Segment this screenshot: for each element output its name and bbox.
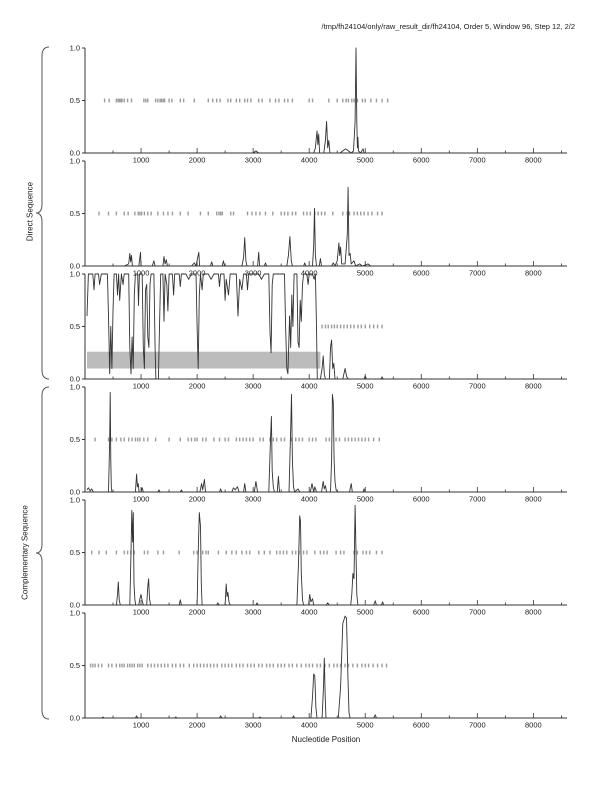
panel-complementary-1	[70, 383, 567, 504]
x-tick-label: 8000	[525, 155, 542, 165]
y-tick-label: 1.0	[69, 269, 80, 279]
probability-curve	[87, 187, 567, 266]
probability-curve	[87, 48, 567, 153]
x-tick-label: 3000	[244, 155, 262, 165]
x-tick-label: 6000	[412, 155, 430, 165]
y-tick-label: 0.0	[69, 600, 80, 610]
half-level-marks	[90, 664, 387, 668]
x-tick-label: 8000	[525, 607, 542, 617]
x-tick-label: 7000	[468, 268, 486, 278]
direct-sequence-brace	[36, 47, 49, 379]
x-tick-label: 3000	[244, 607, 262, 617]
x-tick-label: 3000	[244, 720, 262, 730]
x-tick-label: 6000	[412, 720, 430, 730]
x-tick-label: 3000	[244, 268, 262, 278]
x-tick-label: 5000	[356, 494, 374, 504]
x-tick-label: 5000	[356, 607, 374, 617]
y-tick-label: 0.0	[69, 374, 80, 384]
x-tick-label: 4000	[300, 494, 318, 504]
panel-direct-2	[70, 157, 567, 278]
x-tick-label: 5000	[356, 381, 374, 391]
y-tick-label: 0.5	[69, 322, 80, 332]
half-level-marks	[321, 325, 382, 329]
panel-direct-1	[70, 44, 567, 165]
probability-curve	[87, 616, 567, 718]
x-tick-label: 2000	[188, 494, 206, 504]
y-tick-label: 1.0	[69, 43, 80, 53]
y-tick-label: 0.5	[69, 661, 80, 671]
x-tick-label: 7000	[468, 720, 486, 730]
x-tick-label: 2000	[188, 720, 206, 730]
half-level-marks	[104, 99, 388, 103]
x-tick-label: 7000	[468, 155, 486, 165]
half-level-marks	[91, 551, 383, 555]
x-tick-label: 4000	[300, 268, 318, 278]
y-tick-label: 1.0	[69, 495, 80, 505]
x-tick-label: 6000	[412, 494, 430, 504]
x-tick-label: 1000	[132, 494, 150, 504]
half-level-marks	[94, 438, 380, 442]
x-tick-label: 1000	[132, 155, 150, 165]
y-tick-label: 0.5	[69, 209, 80, 219]
y-tick-label: 0.5	[69, 548, 80, 558]
x-tick-label: 2000	[188, 607, 206, 617]
x-tick-label: 1000	[132, 268, 150, 278]
x-tick-label: 3000	[244, 381, 262, 391]
y-tick-label: 1.0	[69, 608, 80, 618]
x-axis-label: Nucleotide Position	[291, 735, 361, 744]
x-tick-label: 1000	[132, 720, 150, 730]
complementary-sequence-label: Complementary Sequence	[20, 505, 30, 600]
x-tick-label: 6000	[412, 607, 430, 617]
x-tick-label: 7000	[468, 494, 486, 504]
x-tick-label: 8000	[525, 720, 542, 730]
probability-curve	[87, 274, 567, 379]
x-tick-label: 2000	[188, 268, 206, 278]
y-tick-label: 0.0	[69, 261, 80, 271]
probability-curve	[87, 505, 567, 605]
x-tick-label: 8000	[525, 381, 542, 391]
x-tick-label: 5000	[356, 268, 374, 278]
probability-curve	[87, 392, 567, 492]
y-tick-label: 0.0	[69, 713, 80, 723]
x-tick-label: 6000	[412, 381, 430, 391]
panel-complementary-2	[70, 496, 567, 617]
x-tick-label: 2000	[188, 381, 206, 391]
x-tick-label: 4000	[300, 720, 318, 730]
y-tick-label: 1.0	[69, 156, 80, 166]
x-tick-label: 4000	[300, 607, 318, 617]
x-tick-label: 1000	[132, 607, 150, 617]
x-tick-label: 7000	[468, 607, 486, 617]
direct-sequence-label: Direct Sequence	[25, 181, 35, 242]
y-tick-label: 0.0	[69, 148, 80, 158]
y-tick-label: 0.0	[69, 487, 80, 497]
plot-title: /tmp/fh24104/only/raw_result_dir/fh24104, Order 5, Window 96, Step 12, 2/2	[321, 22, 575, 31]
x-tick-label: 6000	[412, 268, 430, 278]
complementary-sequence-brace	[36, 387, 49, 719]
shaded-band	[87, 352, 320, 369]
panel-direct-3	[70, 270, 567, 391]
x-tick-label: 1000	[132, 381, 150, 391]
x-tick-label: 4000	[300, 381, 318, 391]
x-tick-label: 5000	[356, 720, 374, 730]
x-tick-label: 3000	[244, 494, 262, 504]
y-tick-label: 0.5	[69, 96, 80, 106]
x-tick-label: 8000	[525, 494, 542, 504]
y-tick-label: 0.5	[69, 435, 80, 445]
x-tick-label: 8000	[525, 268, 542, 278]
y-tick-label: 1.0	[69, 382, 80, 392]
x-tick-label: 5000	[356, 155, 374, 165]
x-tick-label: 7000	[468, 381, 486, 391]
x-tick-label: 4000	[300, 155, 318, 165]
x-tick-label: 2000	[188, 155, 206, 165]
half-level-marks	[98, 212, 382, 216]
panel-complementary-3	[70, 609, 567, 730]
